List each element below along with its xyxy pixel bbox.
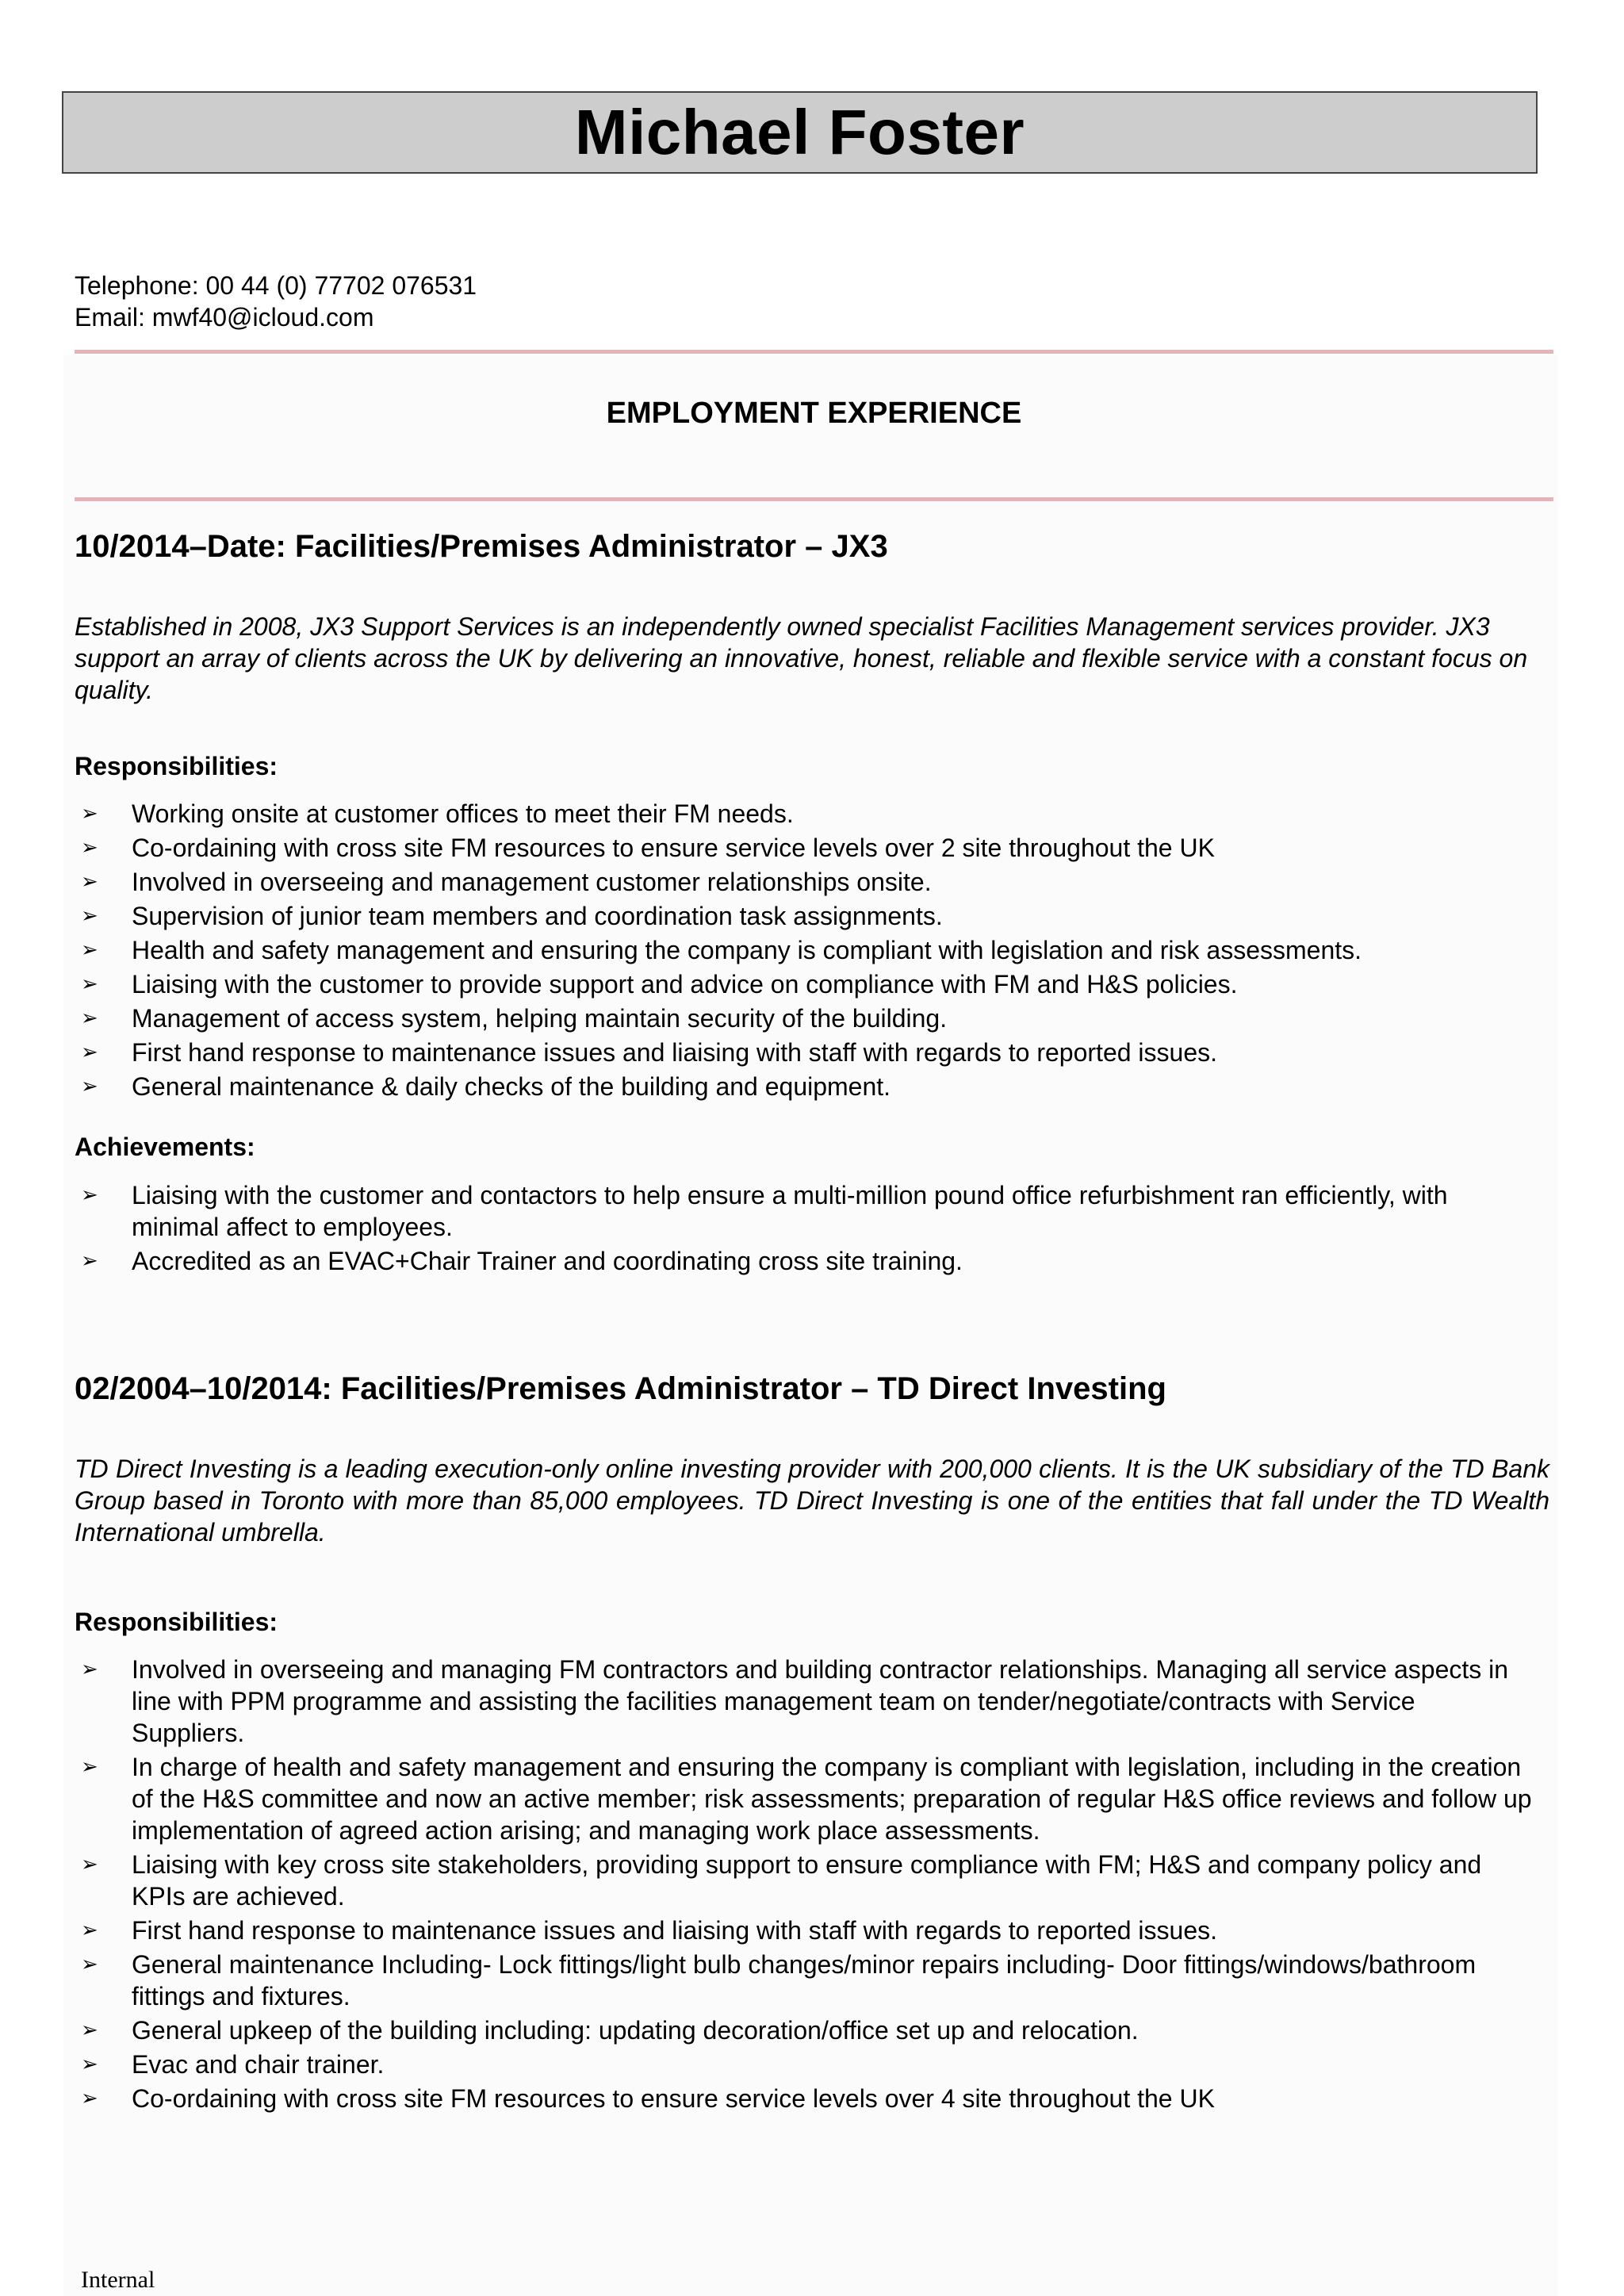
responsibilities-heading: Responsibilities: <box>75 752 278 780</box>
list-item <box>75 934 1534 966</box>
arrow-bullet-icon: ➢ <box>81 1918 98 1942</box>
list-item-text: Evac and chair trainer. <box>132 2050 385 2079</box>
list-item-text: First hand response to maintenance issues and liaising with staff with regards to reported issues. <box>132 1038 1218 1067</box>
list-item <box>75 1037 1534 1068</box>
arrow-bullet-icon: ➢ <box>81 1953 98 1976</box>
name-banner <box>62 91 1538 174</box>
list-item-text: General maintenance Including- Lock fittings/light bulb changes/minor repairs including- Door fittings/windows/bathroom fittings and fixtures. <box>132 1950 1477 2010</box>
list-item-text: Supervision of junior team members and coordination task assignments. <box>132 902 943 930</box>
section-heading: EMPLOYMENT EXPERIENCE <box>606 397 1022 430</box>
list-item <box>75 1849 1534 1912</box>
list-item <box>75 832 1534 864</box>
responsibilities-heading: Responsibilities: <box>75 1608 278 1636</box>
responsibilities-list <box>75 1654 1534 2117</box>
list-item <box>75 1751 1534 1846</box>
achievements-list <box>75 1179 1534 1279</box>
divider-bottom <box>75 497 1553 501</box>
list-item-text: In charge of health and safety management and ensuring the company is compliant with legislation, including in the creation of the H&S committee and now an active member; risk assessments; preparation of regular H&S office reviews and follow up implementation of agreed action arising; and managing work place assessments. <box>132 1753 1532 1845</box>
list-item-text: Management of access system, helping maintain security of the building. <box>132 1004 948 1033</box>
list-item <box>75 1915 1534 1946</box>
achievements-heading: Achievements: <box>75 1133 255 1161</box>
email-line: Email: mwf40@icloud.com <box>75 303 374 332</box>
list-item-text: Involved in overseeing and managing FM contractors and building contractor relationships. Managing all service aspects in line with PPM programme and assisting the facilities management team on tender/negotiate/contracts with Service Suppliers. <box>132 1655 1509 1747</box>
list-item <box>75 1179 1534 1243</box>
arrow-bullet-icon: ➢ <box>81 1006 98 1030</box>
arrow-bullet-icon: ➢ <box>81 2018 98 2042</box>
list-item-text: Liaising with key cross site stakeholders, providing support to ensure compliance with FM; H&S and company policy and KPIs are achieved. <box>132 1850 1482 1911</box>
arrow-bullet-icon: ➢ <box>81 2053 98 2076</box>
list-item-text: General maintenance & daily checks of the building and equipment. <box>132 1072 891 1101</box>
list-item-text: Co-ordaining with cross site FM resources to ensure service levels over 2 site throughout the UK <box>132 834 1215 862</box>
footer-classification-label: Internal <box>81 2267 155 2293</box>
arrow-bullet-icon: ➢ <box>81 1183 98 1207</box>
list-item-text: General upkeep of the building including: updating decoration/office set up and relocation. <box>132 2016 1139 2045</box>
job-description: TD Direct Investing is a leading execution-only online investing provider with 200,000 clients. It is the UK subsidiary of the TD Bank Group based in Toronto with more than 85,000 employees. TD Direct Investing is one of the entities that fall under the TD Wealth International umbrella. <box>75 1455 1549 1547</box>
list-item <box>75 798 1534 830</box>
arrow-bullet-icon: ➢ <box>81 1755 98 1779</box>
list-item <box>75 1245 1534 1277</box>
arrow-bullet-icon: ➢ <box>81 1658 98 1681</box>
list-item <box>75 2049 1534 2080</box>
list-item-text: Working onsite at customer offices to meet their FM needs. <box>132 799 794 828</box>
list-item <box>75 1949 1534 2012</box>
contact-block <box>75 270 477 333</box>
job-description: Established in 2008, JX3 Support Services is an independently owned specialist Facilities Management services provider. JX3 support an array of clients across the UK by delivering an innovative, honest, reliable and flexible service with a constant focus on quality. <box>75 612 1528 704</box>
arrow-bullet-icon: ➢ <box>81 1249 98 1273</box>
list-item <box>75 1002 1534 1034</box>
list-item <box>75 2083 1534 2114</box>
list-item <box>75 900 1534 932</box>
list-item-text: Co-ordaining with cross site FM resources to ensure service levels over 4 site throughout the UK <box>132 2084 1215 2113</box>
list-item-text: First hand response to maintenance issues and liaising with staff with regards to reported issues. <box>132 1916 1218 1945</box>
list-item <box>75 2014 1534 2046</box>
list-item-text: Health and safety management and ensuring the company is compliant with legislation and risk assessments. <box>132 936 1362 964</box>
candidate-name: Michael Foster <box>574 97 1025 167</box>
telephone-line: Telephone: 00 44 (0) 77702 076531 <box>75 271 477 300</box>
arrow-bullet-icon: ➢ <box>81 904 98 928</box>
arrow-bullet-icon: ➢ <box>81 1853 98 1876</box>
list-item-text: Liaising with the customer and contactors to help ensure a multi-million pound office refurbishment ran efficiently, with minimal affect to employees. <box>132 1181 1448 1241</box>
divider-top <box>75 350 1553 354</box>
list-item <box>75 1654 1534 1749</box>
arrow-bullet-icon: ➢ <box>81 2087 98 2110</box>
arrow-bullet-icon: ➢ <box>81 1075 98 1098</box>
arrow-bullet-icon: ➢ <box>81 1041 98 1064</box>
job-title: 02/2004–10/2014: Facilities/Premises Administrator – TD Direct Investing <box>75 1371 1166 1406</box>
arrow-bullet-icon: ➢ <box>81 938 98 962</box>
list-item <box>75 1071 1534 1102</box>
arrow-bullet-icon: ➢ <box>81 802 98 826</box>
list-item <box>75 968 1534 1000</box>
list-item-text: Liaising with the customer to provide support and advice on compliance with FM and H&S policies. <box>132 970 1238 999</box>
list-item-text: Involved in overseeing and management customer relationships onsite. <box>132 868 932 896</box>
arrow-bullet-icon: ➢ <box>81 836 98 860</box>
arrow-bullet-icon: ➢ <box>81 972 98 996</box>
list-item <box>75 866 1534 898</box>
job-title: 10/2014–Date: Facilities/Premises Administrator – JX3 <box>75 529 888 564</box>
responsibilities-list <box>75 798 1534 1105</box>
arrow-bullet-icon: ➢ <box>81 870 98 894</box>
list-item-text: Accredited as an EVAC+Chair Trainer and coordinating cross site training. <box>132 1247 963 1275</box>
